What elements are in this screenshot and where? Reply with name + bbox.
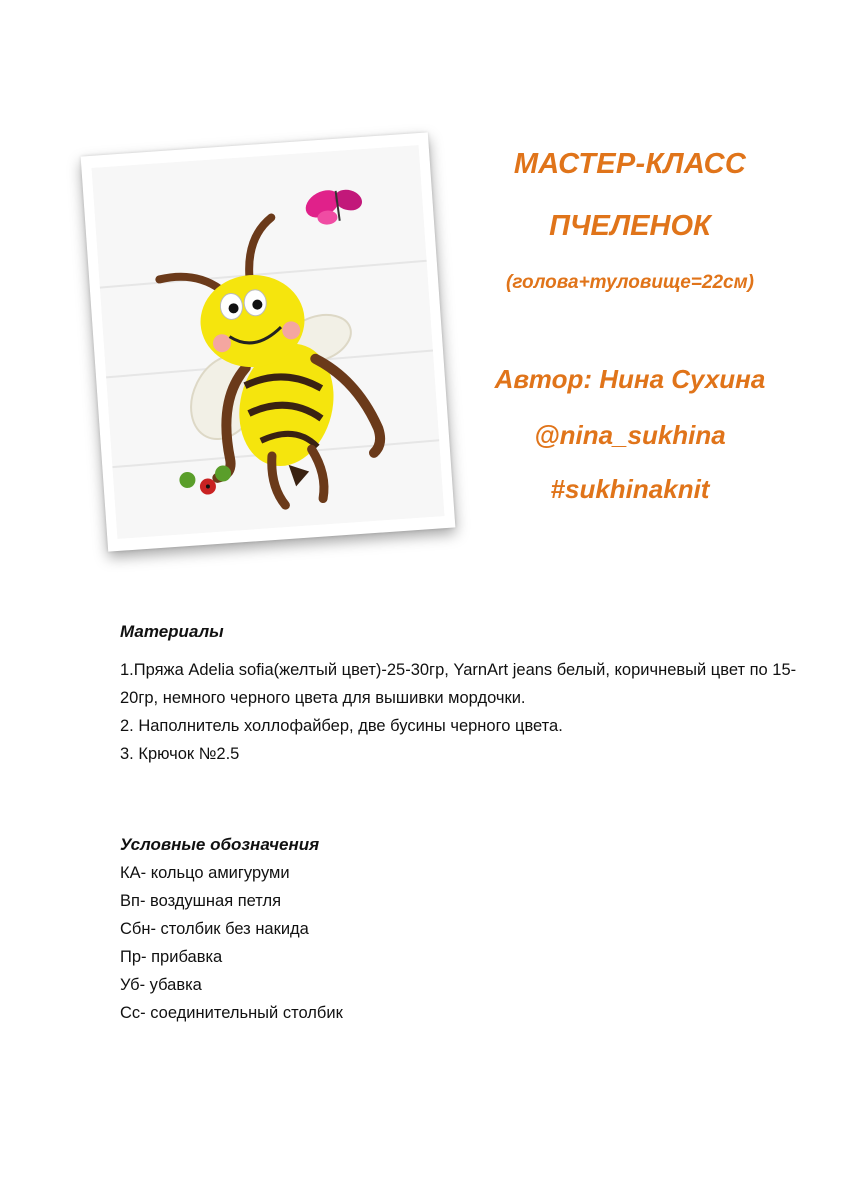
- legend-item: Пр- прибавка: [120, 948, 223, 966]
- author-hashtag: #sukhinaknit: [550, 474, 710, 504]
- legend-item: Уб- убавка: [120, 976, 202, 994]
- materials-heading: Материалы: [120, 622, 224, 641]
- legend-item: Сс- соединительный столбик: [120, 1004, 343, 1022]
- author-handle: @nina_sukhina: [534, 420, 726, 450]
- materials-item: 2. Наполнитель холлофайбер, две бусины черного цвета.: [120, 717, 563, 735]
- materials-item: 1.Пряжа Adelia sofia(желтый цвет)-25-30гр, YarnArt jeans белый, коричневый цвет по 15-20гр, немного черного цвета для вышивки мордочки.: [120, 661, 797, 707]
- materials-item: 3. Крючок №2.5: [120, 745, 240, 763]
- bee-toy-illustration: [91, 145, 444, 539]
- legend-section: [120, 831, 810, 1027]
- materials-section: [120, 622, 810, 768]
- title-line-2: ПЧЕЛЕНОК: [549, 210, 711, 242]
- bee-photo: [81, 132, 456, 551]
- legend-item: Сбн- столбик без накида: [120, 920, 309, 938]
- size-note: (голова+туловище=22см): [506, 272, 754, 293]
- author-line: Автор: Нина Сухина: [494, 364, 766, 394]
- photo-frame: [88, 134, 460, 554]
- legend-item: КА- кольцо амигуруми: [120, 864, 290, 882]
- title-line-1: МАСТЕР-КЛАСС: [513, 148, 747, 180]
- legend-item: Вп- воздушная петля: [120, 892, 282, 910]
- legend-heading: Условные обозначения: [120, 835, 320, 854]
